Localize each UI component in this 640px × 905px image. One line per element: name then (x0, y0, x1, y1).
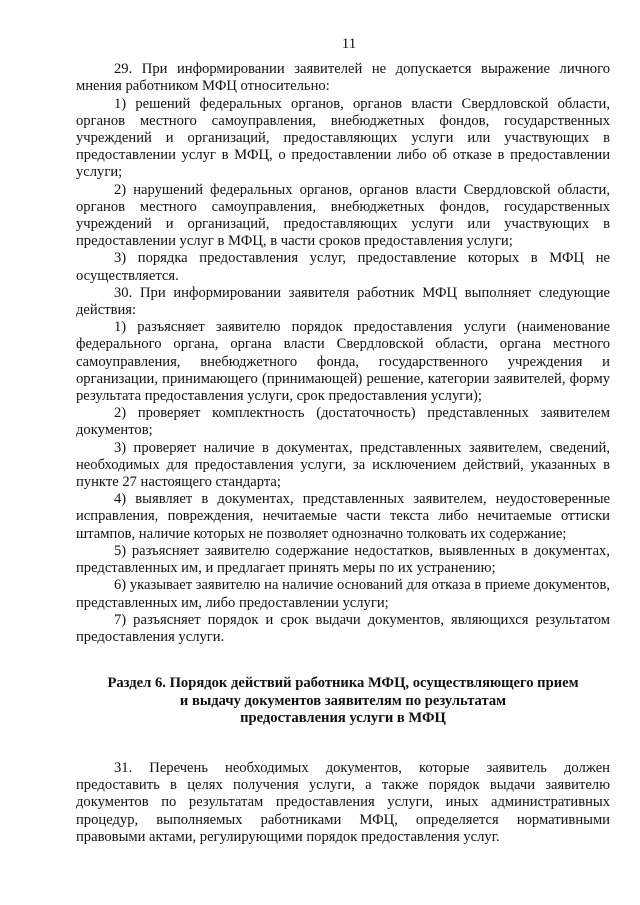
paragraph-30: 30. При информировании заявителя работник МФЦ выполняет следующие действия: (76, 284, 610, 319)
section-6-title (76, 675, 610, 728)
paragraph-29-item-3: 3) порядка предоставления услуг, предоставление которых в МФЦ не осуществляется. (76, 250, 610, 284)
paragraph-29-item-1: 1) решений федеральных органов, органов власти Свердловской области, органов местного самоуправления, внебюджетных фондов, государственных учреждений и организаций, предоставляющих услуги или участвующих в предоставлении услуг в МФЦ, о предоставлении либо об отказе в предоставлении услуги; (76, 95, 610, 181)
paragraph-30-item-6: 6) указывает заявителю на наличие оснований для отказа в приеме документов, представленных им, либо предоставлении услуги; (76, 577, 610, 611)
paragraph-30-item-1: 1) разъясняет заявителю порядок предоставления услуги (наименование федерального органа, органа власти Свердловской области, органа местного самоуправления, внебюджетного фонда, государственного учреждения и организации, принимающего (принимающей) решение, категории заявителей, форму результата предоставления услуги, срок предоставления услуги); (76, 319, 610, 405)
paragraph-29-item-2: 2) нарушений федеральных органов, органов власти Свердловской области, органов местного самоуправления, внебюджетных фондов, государственных учреждений и организаций, предоставляющих услуги или участвующих в предоставлении услуг в МФЦ, в части сроков предоставления услуги; (76, 181, 610, 250)
paragraph-30-item-7: 7) разъясняет порядок и срок выдачи документов, являющихся результатом предоставления услуги. (76, 611, 610, 645)
paragraph-31: 31. Перечень необходимых документов, которые заявитель должен предоставить в целях получения услуги, а также порядок выдачи заявителю документов по результатам предоставления услуги, иных административных процедур, выполняемых работниками МФЦ, определяется нормативными правовыми актами, регулирующими порядок предоставления услуг. (76, 759, 610, 845)
page-number: 11 (341, 36, 357, 52)
paragraph-29: 29. При информировании заявителей не допускается выражение личного мнения работником МФЦ относительно: (76, 61, 610, 95)
paragraph-30-item-2: 2) проверяет комплектность (достаточность) представленных заявителем документов; (76, 405, 610, 439)
paragraph-30-item-5: 5) разъясняет заявителю содержание недостатков, выявленных в документах, представленных им, и предлагает принять меры по их устранению; (76, 542, 610, 577)
paragraph-30-item-4: 4) выявляет в документах, представленных заявителем, неудостоверенные исправления, повреждения, нечитаемые части текста либо нечитаемые оттиски штампов, наличие которых не позволяет однозначно толковать их содержание; (76, 491, 610, 542)
section-title-line-1: Раздел 6. Порядок действий работника МФЦ, осуществляющего прием (107, 675, 579, 692)
paragraph-30-item-3: 3) проверяет наличие в документах, представленных заявителем, сведений, необходимых для предоставления услуги, за исключением действий, указанных в пункте 27 настоящего стандарта; (76, 439, 610, 491)
body-text-after (76, 760, 610, 846)
section-title-line-3: предоставления услуги в МФЦ (240, 710, 446, 727)
section-title-line-2: и выдачу документов заявителям по результатам (179, 692, 507, 709)
body-text-before (76, 61, 610, 646)
